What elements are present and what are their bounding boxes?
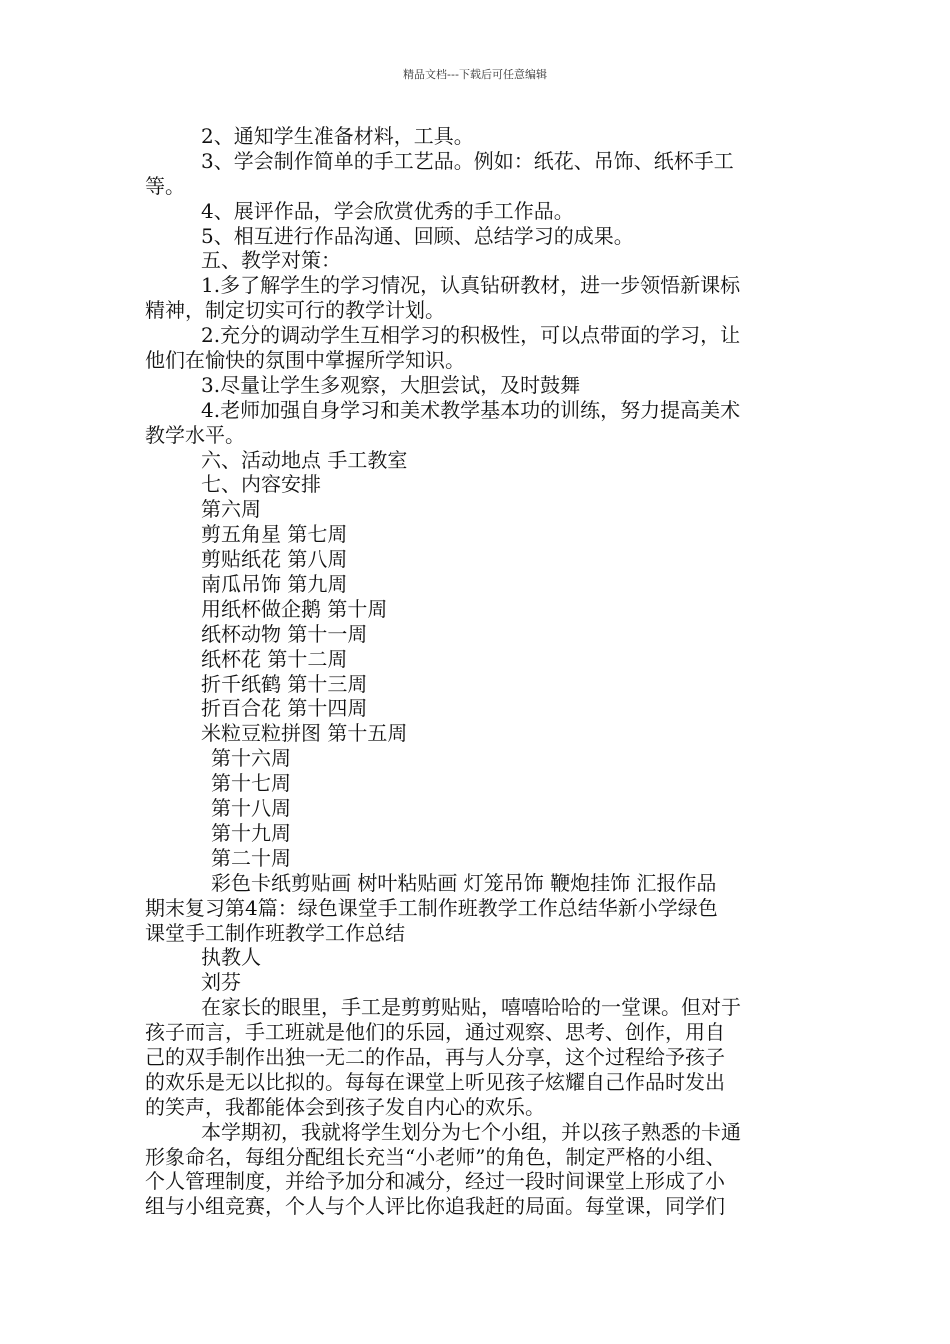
text-line: 第六周 [201,497,261,522]
text-line: 彩色卡纸剪贴画 树叶粘贴画 灯笼吊饰 鞭炮挂饰 汇报作品 [211,870,717,895]
text-line: 教学水平。 [145,422,245,447]
text-line: 第十六周 [211,746,291,771]
text-line: 剪贴纸花 第八周 [201,547,348,572]
text-line: 2、通知学生准备材料，工具。 [201,124,474,148]
text-line: 纸杯动物 第十一周 [201,621,368,646]
text-line: 等。 [145,173,185,198]
text-line: 剪五角星 第七周 [201,522,348,547]
text-line: 第十七周 [211,771,291,796]
text-line: 第十九周 [211,820,291,845]
text-line: 己的双手制作出独一无二的作品，再与人分享，这个过程给予孩子 [145,1044,725,1069]
text-line: 纸杯花 第十二周 [201,646,348,671]
text-line: 个人管理制度，并给予加分和减分，经过一段时间课堂上形成了小 [145,1169,725,1194]
text-line: 精神，制定切实可行的教学计划。 [145,298,445,323]
document-body [145,124,810,1219]
text-line: 的欢乐是无以比拟的。每每在课堂上听见孩子炫耀自己作品时发出 [145,1069,725,1094]
text-line: 3.尽量让学生多观察，大胆尝试，及时鼓舞 [201,372,581,397]
text-line: 刘芬 [201,970,241,995]
text-line: 4、展评作品，学会欣赏优秀的手工作品。 [201,198,574,223]
text-line: 1.多了解学生的学习情况，认真钻研教材，进一步领悟新课标 [201,273,741,298]
page-header: 精品文档---下载后可任意编辑 [403,68,547,81]
text-line: 南瓜吊饰 第九周 [201,572,348,597]
text-line: 用纸杯做企鹅 第十周 [201,596,388,621]
text-line: 米粒豆粒拼图 第十五周 [201,721,408,746]
text-line: 课堂手工制作班教学工作总结 [145,920,405,945]
text-line: 七、内容安排 [201,472,321,497]
text-line: 折千纸鹤 第十三周 [201,671,368,696]
text-line: 3、学会制作简单的手工艺品。例如：纸花、吊饰、纸杯手工 [201,148,734,173]
text-line: 组与小组竞赛，个人与个人评比你追我赶的局面。每堂课，同学们 [145,1194,725,1219]
text-line: 本学期初，我就将学生划分为七个小组，并以孩子熟悉的卡通 [201,1119,741,1144]
text-line: 形象命名，每组分配组长充当“小老师”的角色，制定严格的小组、 [145,1144,726,1169]
text-line: 六、活动地点 手工教室 [201,447,408,472]
text-line: 期末复习第4篇：绿色课堂手工制作班教学工作总结华新小学绿色 [145,895,718,920]
text-line: 的笑声，我都能体会到孩子发自内心的欢乐。 [145,1094,545,1119]
text-line: 孩子而言，手工班就是他们的乐园，通过观察、思考、创作，用自 [145,1020,725,1045]
text-line: 折百合花 第十四周 [201,696,368,721]
text-line: 五、教学对策： [201,248,341,273]
text-line: 他们在愉快的氛围中掌握所学知识。 [145,348,465,373]
text-line: 第十八周 [211,796,291,821]
text-line: 5、相互进行作品沟通、回顾、总结学习的成果。 [201,223,634,248]
text-line: 执教人 [201,945,261,970]
text-line: 在家长的眼里，手工是剪剪贴贴，嘻嘻哈哈的一堂课。但对于 [201,995,741,1020]
text-line: 4.老师加强自身学习和美术教学基本功的训练，努力提高美术 [201,397,741,422]
text-line: 2.充分的调动学生互相学习的积极性，可以点带面的学习，让 [201,323,741,348]
text-line: 第二十周 [211,845,291,870]
